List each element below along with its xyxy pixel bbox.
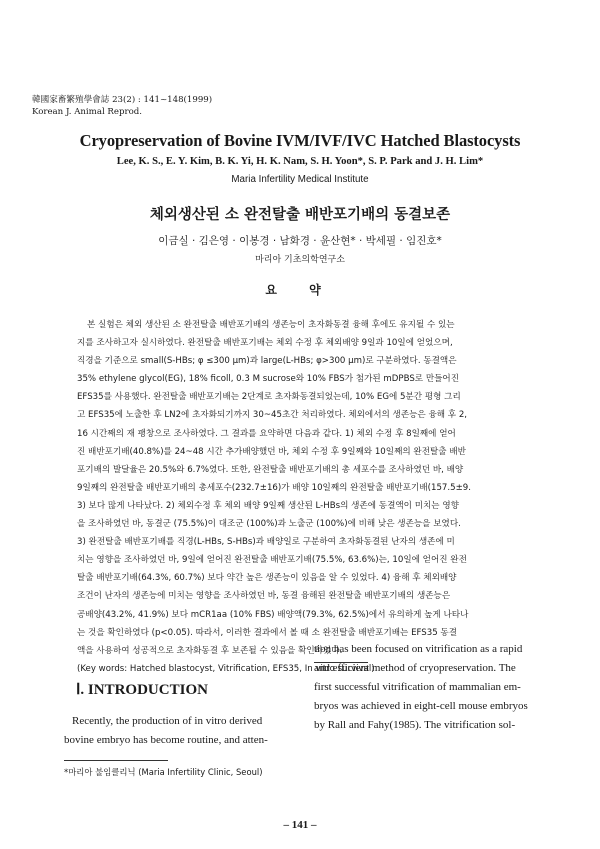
abstract-line: 지를 조사하고자 실시하였다. 완전탈출 배반포기배는 체외 수정 후 체외배양 9일과 10일에 얻었으며, — [77, 338, 453, 349]
abstract-line: 액을 사용하여 성공적으로 초자화동결 후 보존될 수 있음을 확인하였다. — [77, 645, 343, 656]
abstract-line: 9일째의 완전탈출 배반포기배의 총세포수(232.7±16)가 배양 10일째의 완전탈출 배반포기배(157.5±9. — [77, 482, 471, 493]
abstract-body — [77, 316, 527, 678]
footnote-rule — [64, 760, 168, 761]
paper-title-korean: 체외생산된 소 완전탈출 배반포기배의 동결보존 — [149, 207, 451, 223]
journal-name-english: Korean J. Animal Reprod. — [32, 107, 143, 117]
abstract-line: EFS35를 사용했다. 완전탈출 배반포기배는 2단계로 초자화동결되었는데, 10% EG에 5분간 평형 그리 — [77, 392, 461, 403]
body-line: Recently, the production of in vitro derived — [72, 715, 263, 727]
abstract-heading: 요 약 — [265, 283, 335, 297]
body-line: tion has been focused on vitrification as a rapid — [314, 643, 523, 655]
paper-title-english: Cryopreservation of Bovine IVM/IVF/IVC Hatched Blastocysts — [79, 131, 521, 150]
footnote: *마리아 불임클리닉 (Maria Infertility Clinic, Seoul) — [64, 767, 263, 777]
body-line: bovine embryo has become routine, and atten- — [64, 734, 268, 746]
abstract-line: 치는 영향을 조사하였던 바, 9일에 얻어진 완전탈출 배반포기배(75.5%, 63.6%)는, 10일에 얻어진 완전 — [77, 555, 467, 566]
body-line: bryos was achieved in eight-cell mouse embryos — [314, 700, 528, 712]
abstract-keywords: (Key words: Hatched blastocyst, Vitrification, EFS35, In vitro survival) — [77, 663, 375, 674]
body-line: by Rall and Fahy(1985). The vitrification sol- — [314, 719, 516, 731]
abstract-line: 16 시간째의 재 팽창으로 조사하였다. 그 결과를 요약하면 다음과 같다. 1) 체외 수정 후 8일째에 얻어 — [77, 428, 456, 439]
abstract-line: 공배양(43.2%, 41.9%) 보다 mCR1aa (10% FBS) 배양액(79.3%, 62.5%)에서 유의하게 높게 나타나 — [77, 609, 469, 620]
introduction-left-column — [64, 712, 304, 750]
abstract-line: 포기배의 발달율은 20.5%와 6.7%였다. 또한, 완전탈출 배반포기배의 총 세포수를 조사하였던 바, 배양 — [77, 464, 464, 475]
abstract-line: 35% ethylene glycol(EG), 18% ficoll, 0.3 M sucrose와 10% FBS가 첨가된 mDPBS로 만들어진 — [77, 374, 460, 385]
introduction-right-column — [314, 640, 554, 735]
author-list-korean: 이금실 · 김은영 · 이봉경 · 남화경 · 윤산현* · 박세필 · 임진호* — [158, 235, 442, 247]
abstract-line: 을 조사하였던 바, 동결군 (75.5%)이 대조군 (100%)과 노출군 (100%)에 비해 낮은 생존능을 보였다. — [77, 519, 461, 530]
abstract-line: 본 실험은 체외 생산된 소 완전탈출 배반포기배의 생존능이 초자화동결 융해 후에도 유지될 수 있는 — [87, 320, 455, 330]
abstract-line: 3) 완전탈출 배반포기배를 직경(L-HBs, S-HBs)과 배양일로 구분하여 초자화동결된 난자의 생존에 미 — [77, 537, 455, 548]
author-list-english: Lee, K. S., E. Y. Kim, B. K. Yi, H. K. Nam, S. H. Yoon*, S. P. Park and J. H. Lim* — [116, 156, 484, 167]
abstract-line: 진 배반포기배(40.8%)를 24~48 시간 추가배양했던 바, 체외 수정 후 9일째와 10일째의 완전탈출 배반 — [77, 446, 466, 457]
body-line: and efficient method of cryopreservation. The — [314, 662, 516, 674]
section-heading-introduction: Ⅰ. INTRODUCTION — [76, 682, 208, 698]
abstract-line: 는 것을 확인하였다 (p<0.05). 따라서, 이러한 결과에서 볼 때 소 완전탈출 배반포기배는 EFS35 동결 — [77, 627, 458, 638]
journal-citation-korean: 韓國家畜繁殖學會誌 23(2) : 141~148(1999) — [32, 95, 213, 105]
abstract-line: 조건이 난자의 생존능에 미치는 영향을 조사하였던 바, 동결 융해된 완전탈출 배반포기배의 생존능은 — [77, 591, 451, 602]
affiliation-english: Maria Infertility Medical Institute — [231, 174, 369, 185]
abstract-line: 고 EFS35에 노출한 후 LN2에 초자화되기까지 30~45초간 처리하였다. 체외에서의 생존능은 융해 후 2, — [77, 410, 468, 421]
body-line: first successful vitrification of mammalian em- — [314, 681, 521, 693]
abstract-line: 3) 보다 많게 나타났다. 2) 체외수정 후 체외 배양 9일째 생산된 L-HBs의 생존에 동결액이 미치는 영향 — [77, 500, 459, 511]
abstract-line: 탈출 배반포기배(64.3%, 60.7%) 보다 약간 높은 생존능이 있음을 알 수 있었다. 4) 융해 후 체외배양 — [77, 573, 457, 584]
affiliation-korean: 마리아 기초의학연구소 — [255, 255, 345, 265]
page-number: – 141 – — [283, 819, 317, 831]
journal-citation — [32, 94, 212, 118]
abstract-line: 직경을 기준으로 small(S-HBs; φ ≤300 μm)과 large(L-HBs; φ>300 μm)로 구분하였다. 동결액은 — [77, 356, 457, 367]
